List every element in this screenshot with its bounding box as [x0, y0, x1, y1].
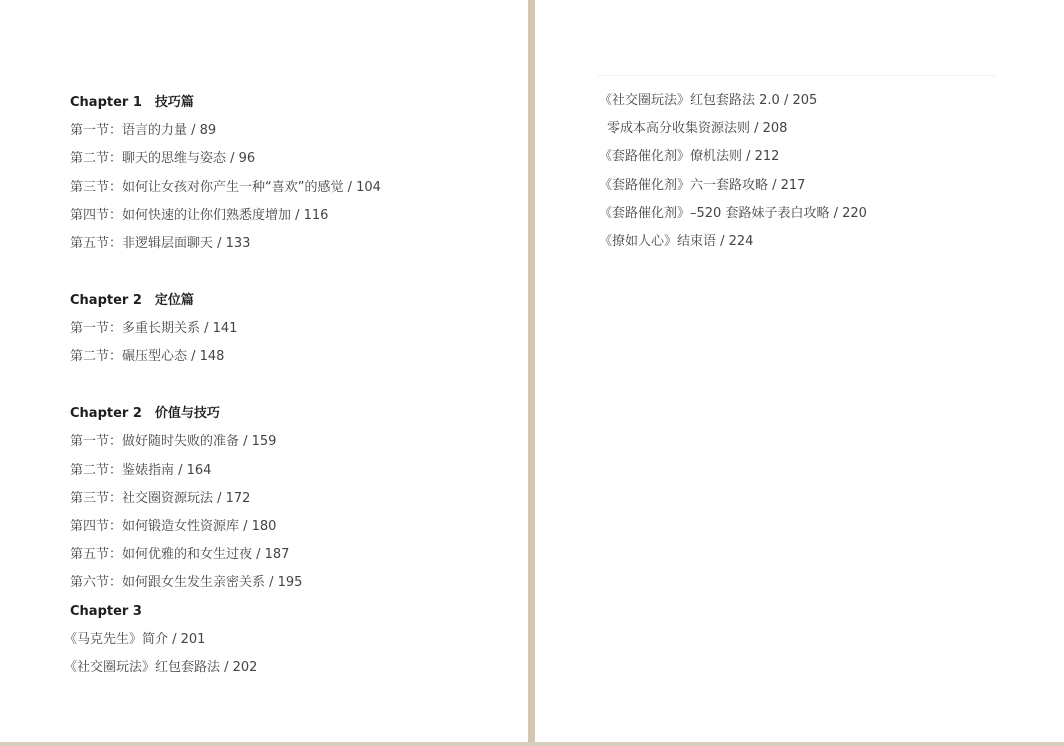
- toc-entry: 第三节：如何让女孩对你产生一种“喜欢”的感觉 / 104: [70, 180, 381, 195]
- toc-entry: 《套路催化剂》六一套路攻略 / 217: [599, 178, 806, 193]
- toc-entry: 《马克先生》简介 / 201: [64, 632, 206, 647]
- toc-entry: 第一节：做好随时失败的准备 / 159: [70, 434, 277, 449]
- toc-entry: 第四节：如何快速的让你们熟悉度增加 / 116: [70, 208, 329, 223]
- right-page: [535, 0, 1064, 742]
- toc-entry: 第六节：如何跟女生发生亲密关系 / 195: [70, 575, 303, 590]
- chapter-heading: Chapter 1 技巧篇: [70, 95, 194, 110]
- page-divider: [597, 75, 997, 76]
- toc-entry: 《套路催化剂》–520 套路妹子表白攻略 / 220: [599, 206, 867, 221]
- toc-entry: 《社交圈玩法》红包套路法 / 202: [64, 660, 258, 675]
- toc-entry: 第二节：鉴婊指南 / 164: [70, 463, 212, 478]
- toc-entry: 《社交圈玩法》红包套路法 2.0 / 205: [599, 93, 818, 108]
- toc-entry: 第一节：语言的力量 / 89: [70, 123, 217, 138]
- chapter-heading: Chapter 2 定位篇: [70, 293, 194, 308]
- chapter-heading: Chapter 3: [70, 604, 142, 619]
- left-page: [0, 0, 528, 742]
- toc-entry: 第四节：如何锻造女性资源库 / 180: [70, 519, 277, 534]
- toc-entry: 第五节：非逻辑层面聊天 / 133: [70, 236, 251, 251]
- toc-entry: 《套路催化剂》僚机法则 / 212: [599, 149, 780, 164]
- toc-entry: 第一节：多重长期关系 / 141: [70, 321, 238, 336]
- chapter-heading: Chapter 2 价值与技巧: [70, 406, 220, 421]
- toc-entry: 第三节：社交圈资源玩法 / 172: [70, 491, 251, 506]
- toc-entry: 《撩如人心》结束语 / 224: [599, 234, 754, 249]
- toc-entry: 零成本高分收集资源法则 / 208: [607, 121, 788, 136]
- toc-entry: 第五节：如何优雅的和女生过夜 / 187: [70, 547, 290, 562]
- book-spine: [528, 0, 535, 746]
- page-bottom-edge: [0, 742, 1064, 746]
- toc-entry: 第二节：碾压型心态 / 148: [70, 349, 225, 364]
- toc-entry: 第二节：聊天的思维与姿态 / 96: [70, 151, 256, 166]
